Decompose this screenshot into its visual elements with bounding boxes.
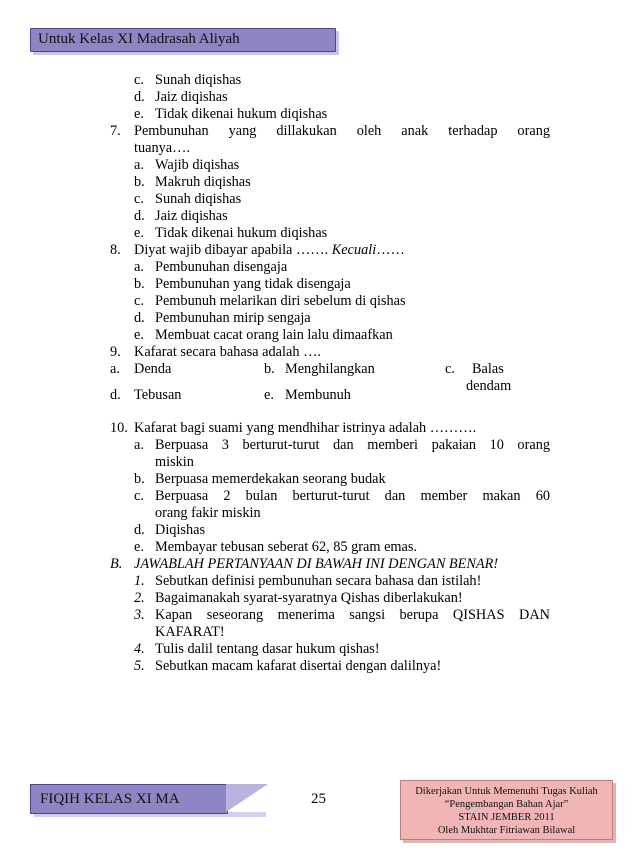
section-b-letter: B. xyxy=(110,556,123,572)
q8-option-text: Pembunuhan mirip sengaja xyxy=(155,310,311,326)
q8-option-letter: d. xyxy=(134,310,145,326)
q9-option-text: Menghilangkan xyxy=(285,361,375,377)
q9-option-letter: e. xyxy=(264,387,274,403)
footer-credit-line: Dikerjakan Untuk Memenuhi Tugas Kuliah xyxy=(415,786,598,797)
q7-option-letter: b. xyxy=(134,174,145,190)
q8-option-letter: a. xyxy=(134,259,144,275)
essay-number: 2. xyxy=(134,590,145,606)
q9-number: 9. xyxy=(110,344,121,360)
q7-number: 7. xyxy=(110,123,121,139)
q7-question-line2: tuanya…. xyxy=(134,140,190,156)
q8-option-text: Pembunuhan yang tidak disengaja xyxy=(155,276,351,292)
q6-option-text: Tidak dikenai hukum diqishas xyxy=(155,106,328,122)
q8-question xyxy=(134,242,405,258)
footer-title-banner xyxy=(30,784,268,818)
q6-option-text: Sunah diqishas xyxy=(155,72,242,88)
q10-option-text: Berpuasa 3 berturut-turut dan memberi pakaian 10 orang xyxy=(155,437,550,453)
q7-option-letter: e. xyxy=(134,225,144,241)
q9-question: Kafarat secara bahasa adalah …. xyxy=(134,344,321,360)
q10-option-text: miskin xyxy=(155,454,194,470)
q7-option-text: Sunah diqishas xyxy=(155,191,242,207)
q10-option-text: Diqishas xyxy=(155,522,206,538)
q10-question: Kafarat bagi suami yang mendhihar istrinya adalah ………. xyxy=(134,420,477,436)
q8-question-text: Diyat wajib dibayar apabila ……. xyxy=(134,242,332,258)
q8-option-letter: c. xyxy=(134,293,144,309)
essay-question: Bagaimanakah syarat-syaratnya Qishas diberlakukan! xyxy=(155,590,463,606)
q8-question-italic: Kecuali xyxy=(331,242,377,258)
q10-option-letter: c. xyxy=(134,488,144,504)
q10-number: 10. xyxy=(110,420,128,436)
q8-option-text: Pembunuh melarikan diri sebelum di qishas xyxy=(155,293,406,309)
q9-option-text: Denda xyxy=(134,361,172,377)
q10-option-letter: a. xyxy=(134,437,144,453)
q8-option-text: Membuat cacat orang lain lalu dimaafkan xyxy=(155,327,393,343)
q10-option-text: Berpuasa 2 bulan berturut-turut dan member makan 60 xyxy=(155,488,550,504)
q6-option-letter: d. xyxy=(134,89,145,105)
essay-question: Sebutkan definisi pembunuhan secara bahasa dan istilah! xyxy=(155,573,482,589)
q8-option-letter: b. xyxy=(134,276,145,292)
q10-option-letter: b. xyxy=(134,471,145,487)
essay-question: KAFARAT! xyxy=(155,624,225,640)
q7-option-text: Wajib diqishas xyxy=(155,157,240,173)
q6-option-letter: c. xyxy=(134,72,144,88)
footer-credit-line: “Pengembangan Bahan Ajar” xyxy=(444,799,569,810)
essay-number: 4. xyxy=(134,641,145,657)
q9-option-text: dendam xyxy=(466,378,512,394)
q10-option-text: Membayar tebusan seberat 62, 85 gram emas. xyxy=(155,539,418,555)
essay-question: Tulis dalil tentang dasar hukum qishas! xyxy=(155,641,380,657)
essay-question: Sebutkan macam kafarat disertai dengan dalilnya! xyxy=(155,658,442,674)
essay-number: 1. xyxy=(134,573,145,589)
q9-option-text: Tebusan xyxy=(134,387,182,403)
q7-option-text: Makruh diqishas xyxy=(155,174,251,190)
q9-option-letter: a. xyxy=(110,361,120,377)
essay-question: Kapan seseorang menerima sangsi berupa QISHAS DAN xyxy=(155,607,550,623)
essay-number: 5. xyxy=(134,658,145,674)
q9-option-letter: b. xyxy=(264,361,275,377)
q10-option-letter: d. xyxy=(134,522,145,538)
footer-banner-wedge xyxy=(226,784,268,812)
q8-option-text: Pembunuhan disengaja xyxy=(155,259,288,275)
q7-question-line1: Pembunuhan yang dillakukan oleh anak terhadap orang xyxy=(134,123,550,139)
q7-option-text: Tidak dikenai hukum diqishas xyxy=(155,225,328,241)
footer-credit-line: Oleh Mukhtar Fitriawan Bilawal xyxy=(437,825,576,836)
q10-option-text: Berpuasa memerdekakan seorang budak xyxy=(155,471,386,487)
q8-option-letter: e. xyxy=(134,327,144,343)
essay-number: 3. xyxy=(134,607,145,623)
q9-option-text: Balas xyxy=(472,361,504,377)
footer-banner-box xyxy=(30,784,228,814)
footer-credit-box xyxy=(400,780,613,840)
q6-option-letter: e. xyxy=(134,106,144,122)
q6-option-text: Jaiz diqishas xyxy=(155,89,228,105)
q9-option-letter: c. xyxy=(445,361,455,377)
page-number: 25 xyxy=(311,791,326,807)
q9-option-text: Membunuh xyxy=(285,387,351,403)
q9-option-letter: d. xyxy=(110,387,121,403)
q7-option-text: Jaiz diqishas xyxy=(155,208,228,224)
q7-option-letter: a. xyxy=(134,157,144,173)
q10-option-text: orang fakir miskin xyxy=(155,505,261,521)
q8-number: 8. xyxy=(110,242,121,258)
q7-option-letter: c. xyxy=(134,191,144,207)
footer-title: FIQIH KELAS XI MA xyxy=(40,791,180,807)
q8-question-tail: …… xyxy=(376,242,405,258)
header-title: Untuk Kelas XI Madrasah Aliyah xyxy=(38,31,240,47)
footer-credit-line: STAIN JEMBER 2011 xyxy=(458,812,555,823)
q7-option-letter: d. xyxy=(134,208,145,224)
section-b-title: JAWABLAH PERTANYAAN DI BAWAH INI DENGAN BENAR! xyxy=(134,556,499,572)
q10-option-letter: e. xyxy=(134,539,144,555)
